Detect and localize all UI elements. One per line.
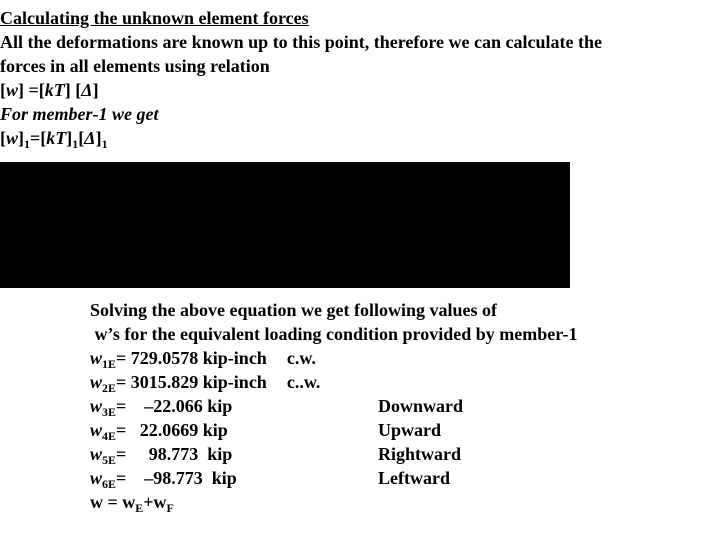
symbol-w: w	[90, 468, 103, 488]
direction-text: Rightward	[378, 444, 462, 464]
value-text: = 729.0578 kip-inch	[116, 348, 267, 368]
symbol-w: w	[90, 420, 103, 440]
symbol-subscript: 3E	[102, 405, 117, 419]
final-lhs: w = w	[90, 492, 136, 512]
member-label: For member-1 we get	[0, 104, 159, 124]
solution-block	[90, 298, 710, 514]
relation-kt: kT	[44, 80, 65, 100]
direction-text: c.w.	[286, 348, 316, 368]
value-row-w5e	[90, 442, 710, 466]
solution-line-1: Solving the above equation we get following values of	[90, 300, 498, 320]
value-row-w2e	[90, 370, 710, 394]
relation-equation: [w] =[kT] [Δ]	[0, 80, 99, 100]
relation-w: w	[6, 80, 19, 100]
value-text: = 98.773 kip	[116, 444, 233, 464]
value-row-w6e	[90, 466, 710, 490]
value-row-w3e	[90, 394, 710, 418]
member-relation-equation: $[w]_1=[kT]_1[\Delta]_1$	[0, 128, 108, 151]
symbol-subscript: 6E	[102, 477, 117, 491]
member-w-subscript: 1	[24, 137, 31, 151]
symbol-w: w	[90, 444, 103, 464]
final-subscript-f: F	[166, 501, 174, 515]
intro-text-line-1: All the deformations are known up to this point, therefore we can calculate the	[0, 32, 602, 52]
value-text: = –98.773 kip	[116, 468, 237, 488]
final-subscript-e: E	[135, 501, 144, 515]
section-heading: Calculating the unknown element forces	[0, 8, 309, 28]
value-text: = 22.0669 kip	[116, 420, 228, 440]
symbol-w: w	[90, 348, 103, 368]
value-text: = 3015.829 kip-inch	[116, 372, 267, 392]
symbol-subscript: 2E	[102, 381, 117, 395]
member-delta: Δ	[84, 128, 96, 148]
symbol-w: w	[90, 396, 103, 416]
symbol-subscript: 4E	[102, 429, 117, 443]
relation-delta: Δ	[81, 80, 93, 100]
final-equation	[90, 490, 710, 514]
symbol-subscript: 1E	[102, 357, 117, 371]
symbol-w: w	[90, 372, 103, 392]
symbol-subscript: 5E	[102, 453, 117, 467]
member-kt-subscript: 1	[72, 137, 79, 151]
value-text: = –22.066 kip	[116, 396, 233, 416]
member-kt: kT	[46, 128, 67, 148]
member-delta-subscript: 1	[101, 137, 108, 151]
direction-text: Downward	[378, 396, 464, 416]
final-plus: +w	[143, 492, 167, 512]
direction-text: c..w.	[286, 372, 321, 392]
redacted-equation-image	[0, 162, 570, 288]
value-row-w4e	[90, 418, 710, 442]
value-row-w1e	[90, 346, 710, 370]
member-w: w	[6, 128, 19, 148]
solution-line-2: w’s for the equivalent loading condition provided by member-1	[90, 324, 578, 344]
direction-text: Leftward	[378, 468, 450, 488]
intro-text-line-2: forces in all elements using relation	[0, 56, 270, 76]
direction-text: Upward	[378, 420, 442, 440]
